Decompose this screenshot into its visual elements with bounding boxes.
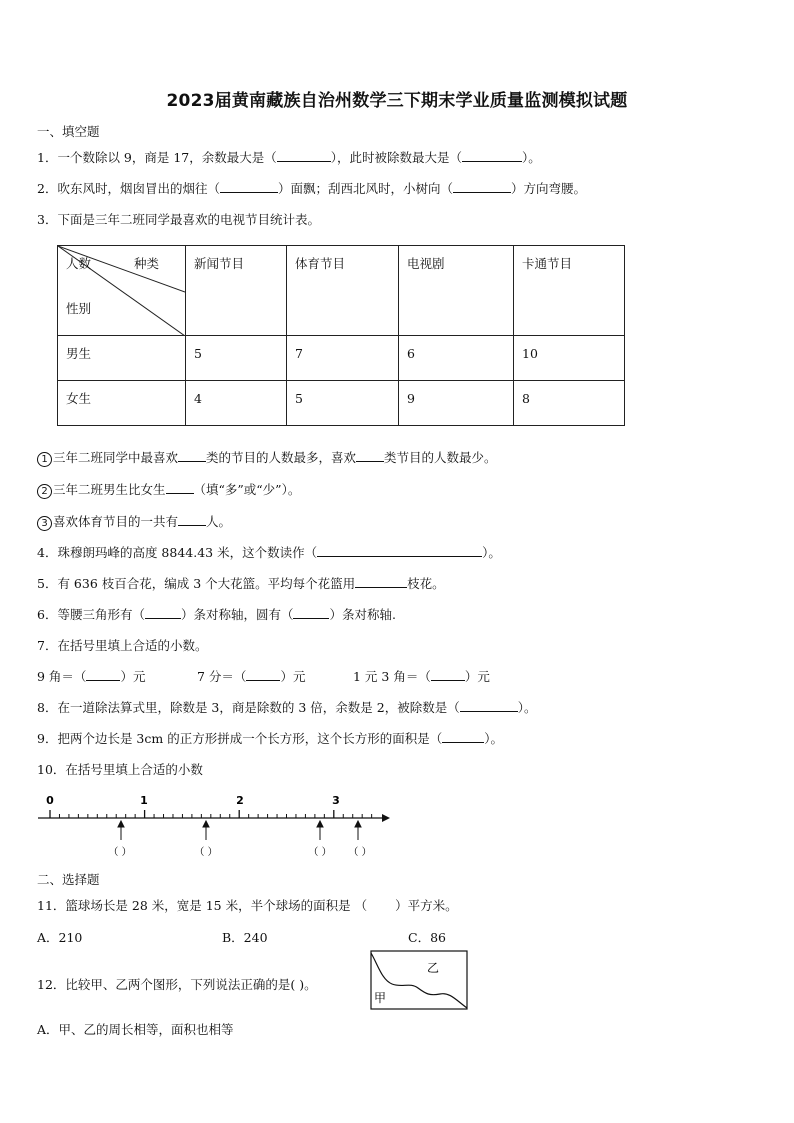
shape-label-yi: 乙 [427,961,440,975]
question-3: 3．下面是三年二班同学最喜欢的电视节目统计表。 [37,212,320,227]
page-title: 2023届黄南藏族自治州数学三下期末学业质量监测模拟试题 [166,91,628,111]
sub1-text-c: 类节目的人数最少。 [384,450,497,465]
shape-comparison-figure [370,950,470,1012]
table-cell: 5 [186,336,287,381]
row-label: 男生 [58,336,186,381]
q7-item [37,667,145,685]
question-2 [37,179,586,197]
q4-text-a: 4．珠穆朗玛峰的高度 8844.43 米，这个数读作（ [37,545,318,560]
corner-label-gender: 性别 [66,301,92,316]
q4-text-b: ）。 [482,545,501,560]
q1-text-b: ），此时被除数最大是（ [330,150,463,165]
number-line-figure [36,788,396,864]
sub1-text-a: 三年二班同学中最喜欢 [53,450,179,465]
answer-bracket[interactable]: （ ） [108,847,132,858]
q8-text-b: ）。 [517,700,537,715]
answer-bracket[interactable]: （ ） [308,847,332,858]
column-header: 电视剧 [399,246,514,336]
answer-blank[interactable] [453,180,511,193]
q6-text-b: ）条对称轴，圆有（ [180,607,294,622]
answer-blank[interactable] [166,481,194,494]
answer-blank[interactable] [178,449,206,462]
q2-text-a: 2．吹东风时，烟囱冒出的烟往（ [37,181,220,196]
table-cell: 8 [514,381,625,426]
sub-question-1 [37,448,497,467]
tv-program-stats-table [57,245,625,426]
question-4 [37,543,501,561]
q11-text-b: ）平方米。 [395,898,458,913]
table-cell: 4 [186,381,287,426]
answer-blank[interactable] [356,449,384,462]
answer-blank[interactable] [442,730,484,743]
column-header: 体育节目 [287,246,399,336]
answer-bracket[interactable]: （ ） [194,847,218,858]
number-line-arrows [118,821,361,840]
question-9 [37,729,503,747]
row-label: 女生 [58,381,186,426]
q2-text-b: ）面飘；刮西北风时，小树向（ [277,181,453,196]
question-10: 10．在括号里填上合适的小数 [37,762,203,777]
answer-bracket[interactable]: （ ） [348,847,372,858]
question-11 [37,896,458,914]
answer-blank[interactable] [317,544,482,557]
q6-text-c: ）条对称轴. [329,607,396,622]
number-line-label: 0 [46,794,54,807]
sub-question-2 [37,480,300,499]
column-header: 卡通节目 [514,246,625,336]
answer-blank[interactable] [220,180,278,193]
table-corner-cell [58,246,186,336]
number-line-label: 1 [140,794,148,807]
table-cell: 6 [399,336,514,381]
corner-label-category: 种类 [134,256,160,271]
q1-text-c: ）。 [522,150,541,165]
q7-item [197,667,305,685]
shape-label-jia: 甲 [374,991,387,1005]
q9-text-a: 9．把两个边长是 3cm 的正方形拼成一个长方形，这个长方形的面积是（ [37,731,443,746]
q8-text-a: 8．在一道除法算式里，除数是 3，商是除数的 3 倍，余数是 2，被除数是（ [37,700,460,715]
q7-item-text-a: 7 分＝（ [197,669,247,684]
corner-label-count: 人数 [66,256,92,271]
q7-item-text-b: ）元 [280,669,306,684]
option-b[interactable]: B．240 [222,930,268,945]
q7-item-text-a: 9 角＝（ [37,669,87,684]
answer-blank[interactable] [86,668,120,681]
sub2-text-b: （填“多”或“少”）。 [193,482,301,497]
sub-question-3 [37,512,231,531]
answer-blank[interactable] [246,668,280,681]
question-5 [37,574,445,592]
q2-text-c: ）方向弯腰。 [510,181,586,196]
option-c[interactable]: C．86 [408,930,446,945]
circled-number: 1 [37,452,52,467]
question-6 [37,605,396,623]
answer-blank[interactable] [293,606,329,619]
question-1 [37,148,541,166]
q7-item [353,667,490,685]
number-line-label: 3 [332,794,340,807]
sub3-text-a: 喜欢体育节目的一共有 [53,514,179,529]
answer-blank[interactable] [355,575,407,588]
q1-text-a: 1．一个数除以 9，商是 17，余数最大是（ [37,150,277,165]
option-a[interactable]: A．210 [37,930,83,945]
q11-text-a: 11．篮球场长是 28 米，宽是 15 米，半个球场的面积是 （ [37,898,368,913]
section-heading-choice: 二、选择题 [37,872,100,887]
answer-blank[interactable] [145,606,181,619]
section-heading-fill-in: 一、填空题 [37,124,100,139]
table-cell: 7 [287,336,399,381]
question-12: 12．比较甲、乙两个图形，下列说法正确的是( )。 [37,977,317,992]
q5-text-a: 5．有 636 枝百合花，编成 3 个大花篮。平均每个花篮用 [37,576,356,591]
question-8 [37,698,536,716]
table-row [58,336,625,381]
q7-item-text-b: ）元 [464,669,490,684]
answer-blank[interactable] [460,699,518,712]
q7-item-text-b: ）元 [120,669,146,684]
table-cell: 5 [287,381,399,426]
number-line-label: 2 [236,794,244,807]
question-7: 7．在括号里填上合适的小数。 [37,638,208,653]
sub3-text-b: 人。 [206,514,232,529]
answer-blank[interactable] [462,149,522,162]
option-a[interactable]: A．甲、乙的周长相等，面积也相等 [37,1022,234,1037]
sub2-text-a: 三年二班男生比女生 [53,482,166,497]
column-header: 新闻节目 [186,246,287,336]
table-row [58,381,625,426]
q7-item-text-a: 1 元 3 角＝（ [353,669,431,684]
table-cell: 9 [399,381,514,426]
number-line-arrowhead [382,814,390,822]
q6-text-a: 6．等腰三角形有（ [37,607,145,622]
circled-number: 2 [37,484,52,499]
q5-text-b: 枝花。 [407,576,445,591]
q9-text-b: ）。 [484,731,503,746]
answer-blank[interactable] [178,513,206,526]
answer-blank[interactable] [277,149,331,162]
number-line-ticks [50,810,372,818]
answer-blank[interactable] [431,668,465,681]
table-cell: 10 [514,336,625,381]
circled-number: 3 [37,516,52,531]
sub1-text-b: 类的节目的人数最多，喜欢 [206,450,357,465]
